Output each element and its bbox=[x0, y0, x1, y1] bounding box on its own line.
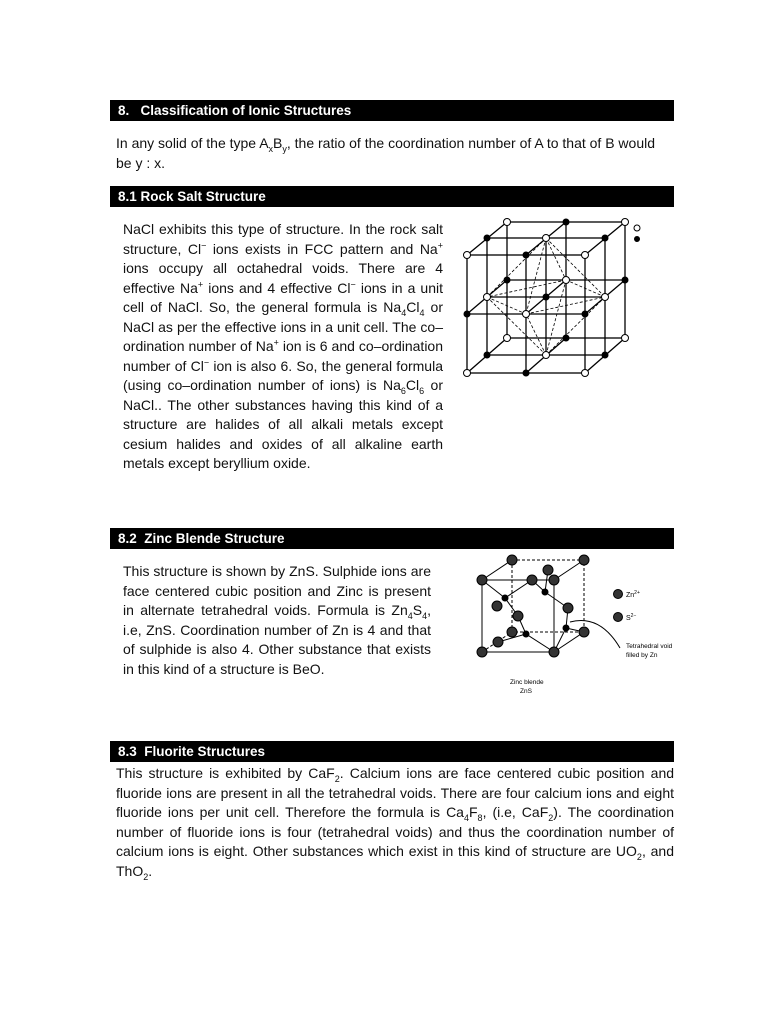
zn-legend-icon bbox=[614, 590, 623, 599]
zn-legend-label: Zn bbox=[626, 592, 635, 599]
zn-legend-charge: 2+ bbox=[634, 590, 640, 596]
s-legend-icon bbox=[614, 613, 623, 622]
section-8-heading: 8. Classification of Ionic Structures bbox=[110, 100, 674, 121]
s-legend-charge: 2− bbox=[630, 613, 637, 619]
tetrahedral-void-label-2: filled by Zn bbox=[626, 652, 658, 659]
section-8-3-heading: 8.3 Fluorite Structures bbox=[110, 741, 674, 762]
figure-caption: Zinc blende bbox=[510, 679, 544, 686]
svg-text:Zn2+ bbox=[626, 590, 640, 599]
section-8-2-heading: 8.2 Zinc Blende Structure bbox=[110, 528, 674, 549]
section-8-1-heading: 8.1 Rock Salt Structure bbox=[110, 186, 674, 207]
figure-caption-formula: ZnS bbox=[520, 688, 532, 695]
na-legend-icon bbox=[634, 236, 640, 242]
rock-salt-paragraph: NaCl exhibits this type of structure. In the rock salt structure, Cl− ions exists in FCC pattern and Na+ ions occupy all octahedral voids. There are 4 effective Na+ ions and 4 effective Cl− ions in a unit cell of NaCl. So, the general formula is $Na_4Cl_4$ or NaCl as per the effective ions in a unit cell. The co–ordination number of Na+ ion is 6 and co–ordination number of Cl− ion is also 6. So, the general formula (using co–ordination number of ions) is $Na_6Cl_6$ or NaCl.. The other substances having this kind of a structure are halides of all alkali metals except cesium halides and oxides of all alkaline earth metals except beryllium oxide. bbox=[123, 221, 444, 471]
zinc-blende-paragraph: This structure is shown by ZnS. Sulphide ions are face centered cubic position and Zinc is present in alternate tetrahedral voids. Formula is $Zn_4S_4$, i.e, ZnS. Coordination number of Zn is 4 and that of sulphide is also 4. Other substance that exists in this kind of a structure is BeO. bbox=[123, 563, 431, 677]
tetrahedral-void-label: Tetrahedral void bbox=[626, 643, 673, 650]
s-legend-label: S bbox=[626, 615, 631, 622]
zinc-blende-figure bbox=[470, 552, 675, 702]
fluorite-paragraph: This structure is exhibited by CaF$_2$. Calcium ions are face centered cubic position and fluoride ions are present in all the tetrahedral voids. There are four calcium ions and eight fluoride ions per unit cell. Therefore the formula is $Ca_4F_8$, (i.e, CaF$_2$). The coordination number of fluoride ions is four (tetrahedral voids) and thus the coordination number of calcium ions is eight. Other substances which exist in this kind of structure are $UO_2$, and ThO$_2$. bbox=[116, 765, 675, 882]
svg-text:S2− bbox=[626, 613, 636, 622]
cl-legend-icon bbox=[634, 225, 640, 231]
section-8-paragraph: In any solid of the type $A_xB_y$, the ratio of the coordination number of A to that of B would be y : x. bbox=[116, 135, 656, 171]
rock-salt-structure-figure bbox=[455, 210, 670, 390]
